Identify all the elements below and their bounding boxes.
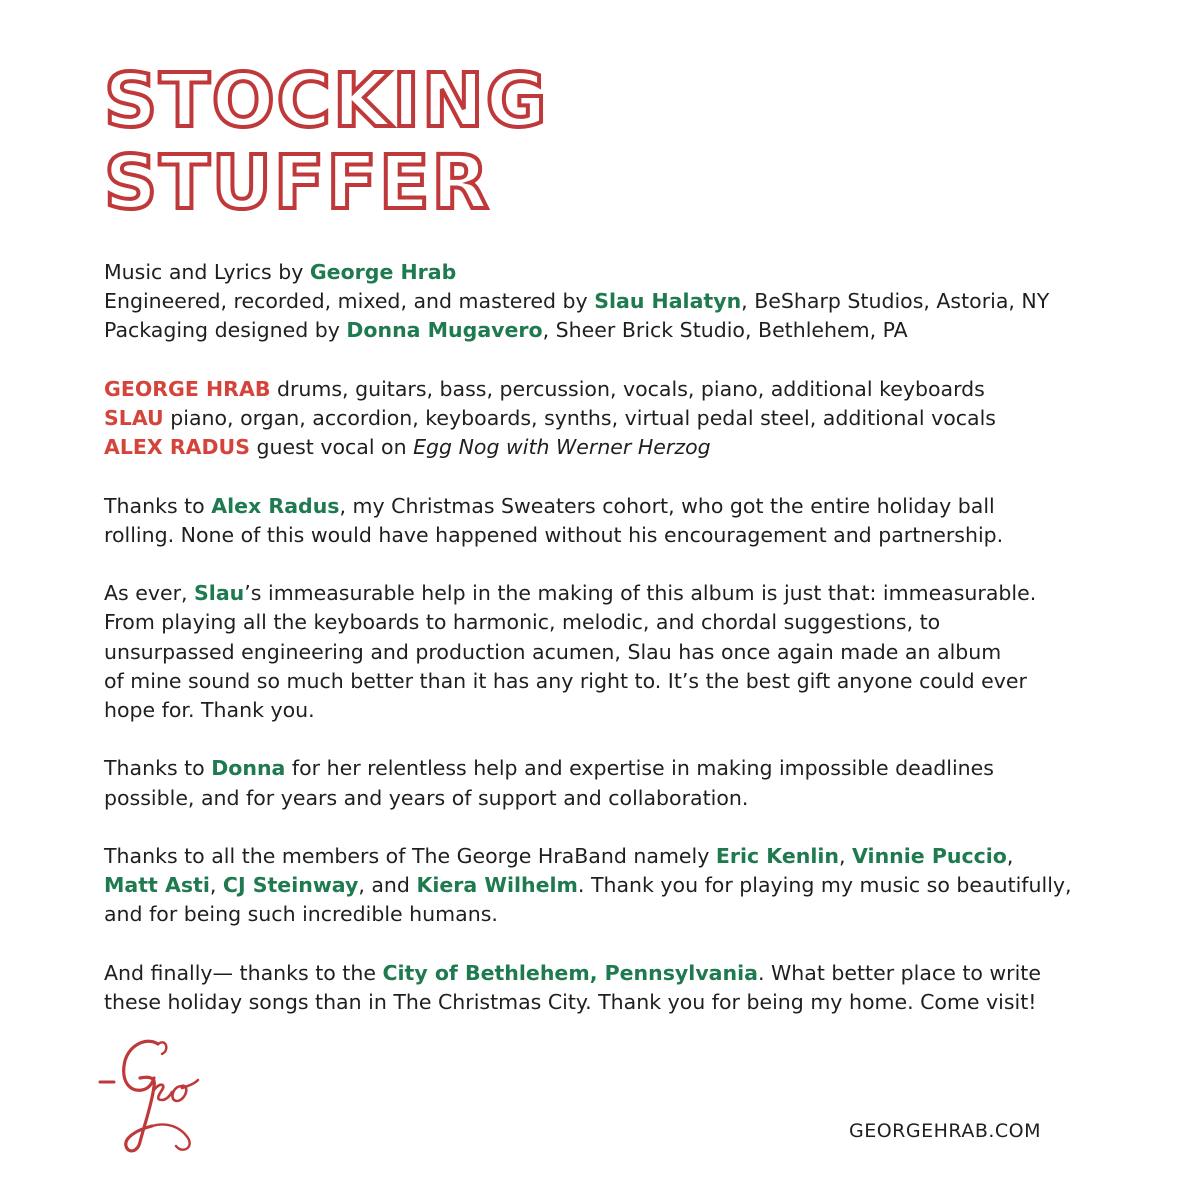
- band-member-name: CJ Steinway: [222, 873, 359, 898]
- title-line-2: STUFFER: [104, 140, 491, 226]
- credit-name: Slau Halatyn: [594, 289, 742, 314]
- musician-name: ALEX RADUS: [104, 435, 250, 460]
- personnel-row: GEORGE HRAB drums, guitars, bass, percussion, vocals, piano, additional keyboards: [104, 376, 985, 401]
- thanks-band: Thanks to all the members of The George HraBand namely Eric Kenlin, Vinnie Puccio, Matt Asti, CJ Steinway, and Kiera Wilhelm. Thank you for playing my music so beautifully, and for being such incredible humans.: [104, 843, 1072, 927]
- band-member-name: Vinnie Puccio: [852, 843, 1007, 868]
- title-line-1: STOCKING: [104, 58, 549, 144]
- thanks-donna: Thanks to Donna for her relentless help and expertise in making impossible deadlines possible, and for years and years of support and collaboration.: [104, 756, 994, 810]
- credits-block: [104, 258, 1104, 346]
- thanks-alex: Thanks to Alex Radus, my Christmas Sweaters cohort, who got the entire holiday ball rolling. None of this would have happened without his encouragement and partnership.: [104, 493, 1004, 547]
- band-member-name: Eric Kenlin: [715, 843, 839, 868]
- band-member-name: Kiera Wilhelm: [416, 873, 578, 898]
- album-title: [104, 60, 549, 224]
- thanked-name: Donna: [211, 756, 286, 781]
- song-title: Egg Nog with Werner Herzog: [413, 435, 711, 460]
- music-credit: Music and Lyrics by George Hrab: [104, 260, 457, 284]
- website-link[interactable]: GEORGEHRAB.COM: [849, 1120, 1042, 1142]
- packaging-credit: Packaging designed by Donna Mugavero, Sheer Brick Studio, Bethlehem, PA: [104, 318, 908, 343]
- credit-name: Donna Mugavero: [346, 318, 543, 343]
- personnel-block: [104, 375, 1104, 463]
- musician-name: SLAU: [104, 406, 164, 430]
- personnel-row: SLAU piano, organ, accordion, keyboards, synths, virtual pedal steel, additional vocals: [104, 406, 996, 430]
- thanked-name: Alex Radus: [211, 493, 340, 518]
- liner-notes: [104, 258, 1104, 1046]
- engineering-credit: Engineered, recorded, mixed, and mastered by Slau Halatyn, BeSharp Studios, Astoria, NY: [104, 289, 1050, 314]
- signature-geo: [96, 1030, 216, 1160]
- thanks-slau: As ever, Slau’s immeasurable help in the making of this album is just that: immeasurable. From playing all the keyboards to harmonic, melodic, and chordal suggestions, to unsurpassed engineering and production acumen, Slau has once again made an album of mine sound so much better than it has any right to. It’s the best gift anyone could ever hope for. Thank you.: [104, 581, 1037, 722]
- band-member-name: Matt Asti: [104, 873, 210, 898]
- musician-name: GEORGE HRAB: [104, 376, 271, 401]
- thanked-name: Slau: [194, 581, 245, 606]
- personnel-row: ALEX RADUS guest vocal on Egg Nog with Werner Herzog: [104, 435, 711, 460]
- credit-name: George Hrab: [309, 260, 457, 284]
- thanked-name: City of Bethlehem, Pennsylvania: [382, 960, 758, 985]
- thanks-city: And finally— thanks to the City of Bethlehem, Pennsylvania. What better place to write these holiday songs than in The Christmas City. Thank you for being my home. Come visit!: [104, 960, 1041, 1014]
